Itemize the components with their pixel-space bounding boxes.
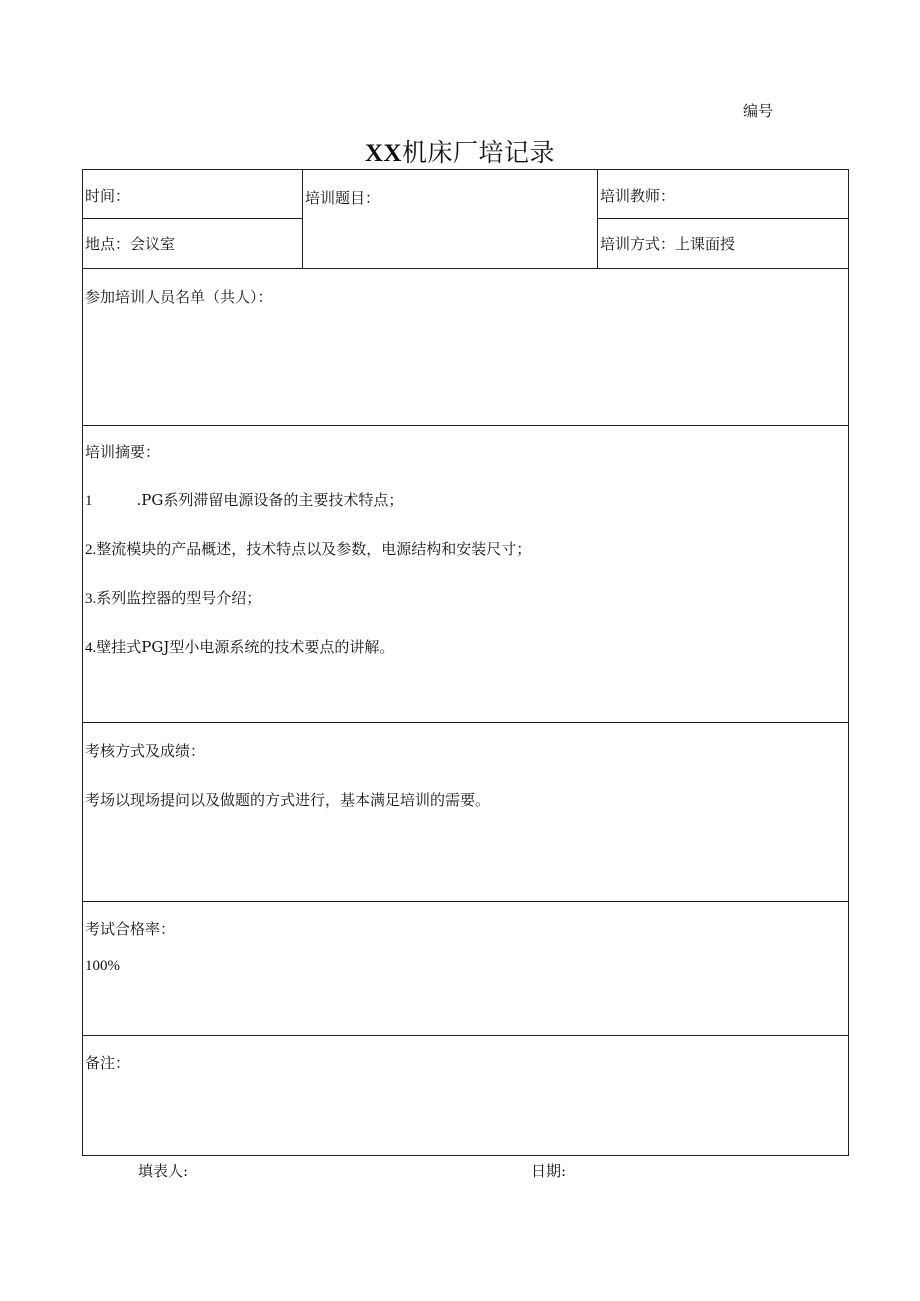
- summary-item: [85, 490, 403, 511]
- assessment-label: 考核方式及成绩：: [85, 742, 206, 760]
- method-field: 培训方式：上课面授: [600, 235, 736, 253]
- section-divider-attendees: [83, 268, 849, 269]
- page-title: [0, 133, 920, 169]
- date-label: 日期:: [531, 1162, 567, 1180]
- section-divider-assessment: [83, 722, 849, 723]
- summary-item: [85, 539, 531, 560]
- summary-item-number: 2.: [85, 542, 97, 558]
- header-divider-right: [597, 170, 598, 268]
- summary-item: [85, 588, 261, 609]
- summary-item-number: 1: [85, 493, 93, 509]
- section-divider-pass-rate: [83, 901, 849, 902]
- topic-field: 培训题目：: [305, 189, 381, 207]
- summary-item: [85, 637, 394, 658]
- header-row-divider-left: [83, 218, 302, 219]
- pass-rate-label: 考试合格率：: [85, 920, 176, 938]
- summary-item-number: 4.: [85, 640, 97, 656]
- summary-item-number: 3.: [85, 591, 97, 607]
- doc-number-label: 编号: [743, 102, 774, 120]
- section-divider-remarks: [83, 1035, 849, 1036]
- record-table: [82, 169, 849, 1156]
- summary-item-text: .PG系列滞留电源设备的主要技术特点；: [136, 491, 404, 509]
- filled-by-label: 填表人:: [138, 1162, 189, 1180]
- section-divider-summary: [83, 425, 849, 426]
- title-main: 机床厂培记录: [402, 138, 556, 167]
- location-field: 地点：会议室: [85, 235, 176, 253]
- summary-item-text: 壁挂式PGJ型小电源系统的技术要点的讲解。: [96, 638, 395, 656]
- summary-item-text: 整流模块的产品概述，技术特点以及参数，电源结构和安装尺寸；: [96, 540, 532, 558]
- assessment-text: 考场以现场提问以及做题的方式进行，基本满足培训的需要。: [85, 791, 491, 809]
- time-field: 时间：: [85, 187, 131, 205]
- summary-item-text: 系列监控器的型号介绍；: [96, 589, 262, 607]
- attendees-label: 参加培训人员名单（共人）：: [85, 288, 273, 306]
- header-row-divider-right: [597, 218, 849, 219]
- header-divider-left: [302, 170, 303, 268]
- title-prefix: XX: [364, 140, 403, 167]
- remarks-label: 备注：: [85, 1054, 131, 1072]
- summary-label: 培训摘要：: [85, 443, 161, 461]
- pass-rate-value: 100%: [85, 958, 120, 974]
- teacher-field: 培训教师：: [600, 187, 676, 205]
